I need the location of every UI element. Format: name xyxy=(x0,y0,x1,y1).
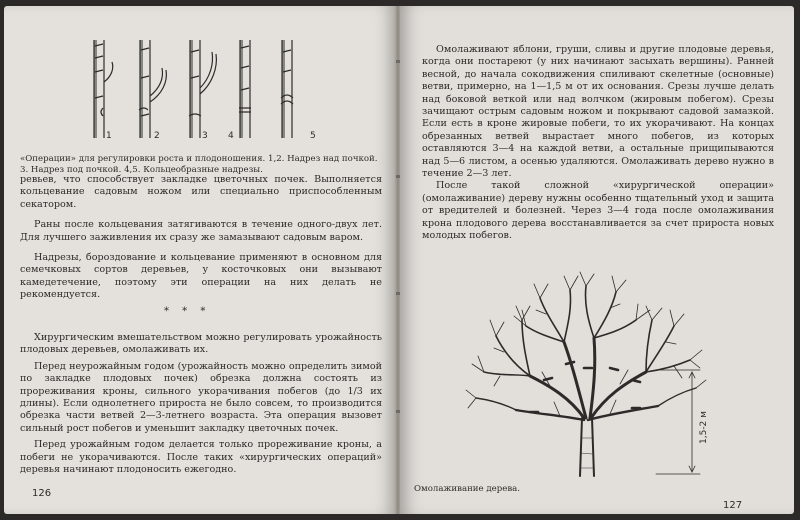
paragraph: Раны после кольцевания затягиваются в течение одного-двух лет. Для лучшего заживления их сразу же замазывают садовым варом. xyxy=(20,219,382,243)
paragraph: ревьев, что способствует закладке цветочных почек. Выполняется кольцевание садовым ножом или специально приспособленным секатором. xyxy=(20,174,382,210)
paragraph: Перед неурожайным годом (урожайность можно определить зимой по закладке плодовых почек) обрезка должна состоять из прореживания кроны, сильного укорачивания побегов (до 1/3 их длины). Если однолетнего прироста не было совсем, то производится обрезка части ветвей 2—3-летнего возраста. Эта операция вызовет сильный рост побегов и уменьшит закладку цветочных почек. xyxy=(20,360,382,434)
pruning-cuts-figure xyxy=(82,38,322,148)
page-number-left: 126 xyxy=(32,488,52,499)
figure-label-2: 2 xyxy=(154,131,160,141)
paragraph: Перед урожайным годом делается только прореживание кроны, а побеги не укорачиваются. После таких «хирургических операций» деревья начинают плодоносить ежегодно. xyxy=(20,439,382,476)
dimension-label: 1,5-2 м xyxy=(699,411,709,444)
paragraph: Омолаживают яблони, груши, сливы и другие плодовые деревья, когда они постареют (у них начинают засыхать вершины). Ранней весной, до начала сокодвижения спиливают скелетные (основные) ветви, примерно, на 1—1,5 м от их основания. Срезы лучше делать над боковой веткой или над волчком (жировым побегом). Срезы зачищают острым садовым ножом и покрывают садовой замазкой. Если есть в кроне жировые побеги, то их укорачивают. На концах обрезанных ветвей вырастает много побегов, из которых оставляются 3—4 на каждой ветви, а остальные прищипываются над 5—6 листом, а осенью удаляются. Омолаживать дерево нужно в течение 2—3 лет. xyxy=(422,44,774,180)
paragraph: Надрезы, бороздование и кольцевание применяют в основном для семечковых сортов деревьев, у косточковых они вызывают камедетечение, поэтому эти операции на них делать не рекомендуется. xyxy=(20,252,382,301)
figure-caption: «Операции» для регулировки роста и плодоношения. 1,2. Надрез над почкой. 3. Надрез под почкой. 4,5. Кольцеобразные надрезы. xyxy=(20,154,378,175)
paragraph: После такой сложной «хирургической операции» (омолаживание) дереву нужны особенно тщательный уход и защита от вредителей и болезней. Через 3—4 года после омолаживания крона плодового дерева восстанавливается за счет прироста новых молодых побегов. xyxy=(422,180,774,242)
right-page xyxy=(400,6,794,514)
section-separator: * * * xyxy=(164,306,211,317)
right-text-block xyxy=(422,44,774,243)
left-text-block-1 xyxy=(20,174,382,302)
page-number-right: 127 xyxy=(723,500,743,511)
figure-label-3: 3 xyxy=(202,131,208,141)
paragraph: Хирургическим вмешательством можно регулировать урожайность плодовых деревьев, омолаживать их. xyxy=(20,332,382,356)
left-page xyxy=(4,6,396,514)
tree-figure-caption: Омолаживание дерева. xyxy=(414,484,521,494)
rejuvenated-tree-figure xyxy=(460,268,710,480)
figure-label-5: 5 xyxy=(310,131,316,141)
figure-label-4: 4 xyxy=(228,131,234,141)
left-text-block-2 xyxy=(20,332,382,476)
figure-label-1: 1 xyxy=(106,131,112,141)
